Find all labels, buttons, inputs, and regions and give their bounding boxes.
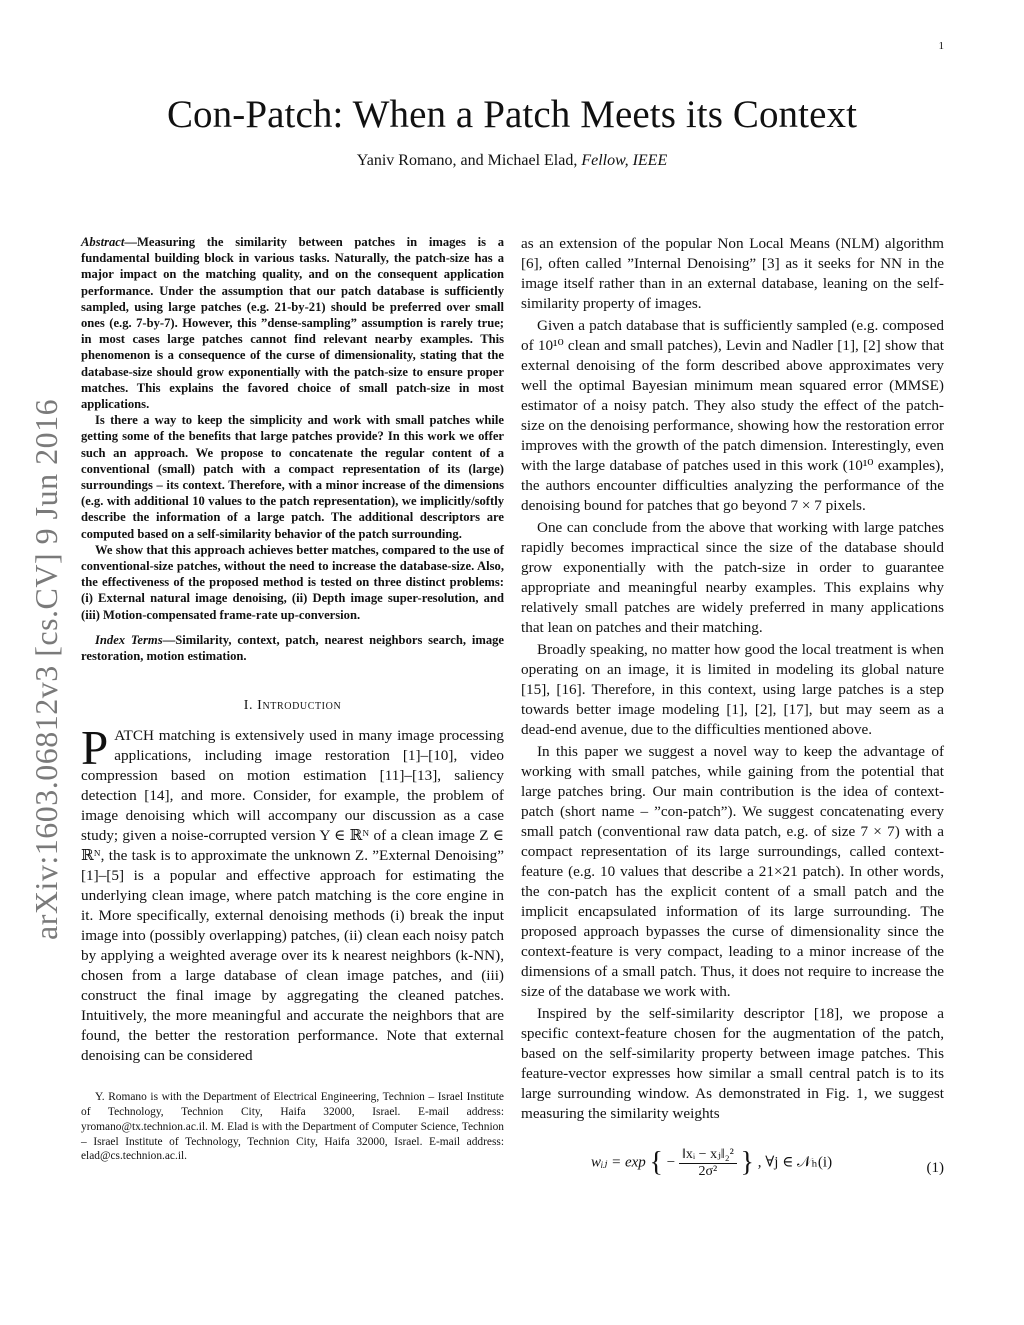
- minus-sign: −: [666, 1154, 676, 1171]
- equation-denominator: 2σ²: [698, 1164, 718, 1179]
- equation-numerator: ‖xᵢ − xⱼ‖₂²: [679, 1146, 737, 1164]
- right-column-body: [521, 234, 944, 1124]
- abstract-paragraph-1: [81, 234, 504, 412]
- author-names: Yaniv Romano, and Michael Elad,: [356, 152, 578, 169]
- equation-lhs: wᵢⱼ = exp: [591, 1154, 646, 1171]
- right-paragraph-5: In this paper we suggest a novel way to keep the advantage of working with small patches, while gaining from the potential that large patches bring. Our main contribution is the idea of context-patch (short name – ”con-patch”). We suggest concatenating every small patch (conventional raw data patch, e.g. of size 7 × 7) with a compact representation of its large surroundings, called context-feature (e.g. 10 values that describe a 21×21 patch). In other words, the con-patch has the explicit content of a small patch and the implicit encapsulated information of its large surrounding. The proposed approach bypasses the curse of dimensionality since the context-feature is very compact, leading to a minor increase of the dimensions of a small patch. Thus, it does not require to increase the size of the database we work with.: [521, 743, 944, 1000]
- paper-title: Con-Patch: When a Patch Meets its Context: [166, 93, 858, 136]
- author-footnote: Y. Romano is with the Department of Electrical Engineering, Technion – Israel Institute of Technology, Technion City, Haifa 32000, Israel. E-mail address: yromano@tx.technion.ac.il. M. Elad is with the Department of Computer Science, Technion – Israel Institute of Technology, Technion City, Haifa 32000, Israel. E-mail address: elad@cs.technion.ac.il.: [81, 1091, 504, 1163]
- left-column: [81, 234, 504, 1164]
- author-fellow: Fellow, IEEE: [581, 152, 668, 169]
- introduction-body: [81, 720, 504, 1066]
- introduction-paragraph: [81, 720, 504, 1066]
- right-column: [521, 234, 944, 1192]
- section-heading-introduction: I. Introduction: [243, 698, 342, 714]
- arxiv-stamp: arXiv:1603.06812v3 [cs.CV] 9 Jun 2016: [28, 398, 64, 940]
- index-terms: [81, 632, 504, 664]
- right-brace: }: [740, 1147, 754, 1178]
- equation-condition: , ∀j ∈ 𝒩ₕ(i): [757, 1154, 833, 1171]
- index-terms-text: —Similarity, context, patch, nearest neighbors search, image restoration, motion estimation.: [81, 632, 504, 664]
- left-brace: {: [649, 1147, 663, 1178]
- abstract-paragraph-2: Is there a way to keep the simplicity and work with small patches while getting some of the benefits that large patches provide? In this work we offer such an approach. We propose to concatenate the regular content of a conventional (small) patch with a compact representation of its (large) surroundings – its context. Therefore, with a minor increase of the dimensions (e.g. with additional 10 values to the patch representation), we implicitly/softly describe the information of a large patch. The additional descriptors are computed based on a self-similarity behavior of the patch surrounding.: [81, 413, 504, 541]
- authors: [0, 152, 1024, 170]
- equation-1: [521, 1142, 944, 1192]
- equation-number: (1): [926, 1160, 944, 1176]
- right-paragraph-3: One can conclude from the above that working with large patches rapidly becomes impractical since the size of the database should grow exponentially with the patch-size in order to guarantee appropriate and meaningful nearby examples. This explains why relatively small patches are widely preferred in many applications that lean on patches and their matching.: [521, 519, 944, 636]
- equation-fraction: [679, 1146, 737, 1180]
- equation-body: [591, 1146, 832, 1180]
- right-paragraph-2: Given a patch database that is sufficiently sampled (e.g. composed of 10¹⁰ clean and small patches), Levin and Nadler [1], [2] show that external denoising of the form described above approximates very well the optimal Bayesian minimum mean squared error (MMSE) estimator of a noisy patch. They also study the effect of the patch-size on the denoising performance, showing how the restoration error improves with the growth of the patch dimension. Interestingly, even with the large database of patches used in this work (10¹⁰ examples), the authors encounter difficulties analyzing the performance of the denoising bound for patches that go beyond 7 × 7 pixels.: [521, 317, 944, 514]
- right-paragraph-6: Inspired by the self-similarity descriptor [18], we propose a specific context-feature chosen for the augmentation of the patch, based on the self-similarity property between image patches. This feature-vector expresses how similar a small central patch is to its large surrounding window. As demonstrated in Fig. 1, we suggest measuring the similarity weights: [521, 1005, 944, 1122]
- index-terms-lead: Index Terms: [95, 632, 163, 647]
- abstract: [81, 234, 504, 623]
- abstract-lead: Abstract: [81, 235, 125, 249]
- right-paragraph-4: Broadly speaking, no matter how good the local treatment is when operating on an image, it is limited in modeling its global nature [15], [16]. Therefore, in this context, using large patches is a step towards better image modeling [1], [2], [17], but may seem as a dead-end avenue, due to the difficulties mentioned above.: [521, 641, 944, 738]
- introduction-text: ATCH matching is extensively used in many image processing applications, including image restoration [1]–[10], video compression based on motion estimation [11]–[13], saliency detection [14], and more. Consider, for example, the problem of image denoising which will accompany our discussion as a case study; given a noise-corrupted version Y ∈ ℝᴺ of a clean image Z ∈ ℝᴺ, the task is to approximate the unknown Z. ”External Denoising” [1]–[5] is a popular and effective approach for estimating the underlying clean image, where patch matching is the core engine in it. More specifically, external denoising methods (i) break the input image into (possibly overlapping) patches, (ii) clean each noisy patch by applying a weighted average over its k nearest neighbors (k-NN), chosen from a large database of clean image patches, and (iii) construct the final image by aggregating the cleaned patches. Intuitively, the more meaningful and accurate the neighbors that are found, the better the restoration performance. Note that external denoising can be considered: [81, 727, 504, 1065]
- page-number: 1: [938, 40, 944, 52]
- abstract-p1-text: —Measuring the similarity between patches in images is a fundamental building block in various tasks. Naturally, the patch-size has a major impact on the matching quality, and on the consequent application performance. Under the assumption that our patch database is sufficiently sampled, using large patches (e.g. 21-by-21) should be preferred over small ones (e.g. 7-by-7). However, this ”dense-sampling” assumption is rarely true; in most cases large patches cannot find relevant nearby examples. This phenomenon is a consequence of the curse of dimensionality, stating that the database-size should grow exponentially with the patch-size to ensure proper matches. This explains the favored choice of small patch-size in most applications.: [81, 235, 504, 412]
- right-paragraph-1: as an extension of the popular Non Local Means (NLM) algorithm [6], often called ”Internal Denoising” [3] as it seeks for NN in the image itself rather than in an external database, leaning on the self-similarity property of images.: [521, 235, 944, 312]
- abstract-paragraph-3: We show that this approach achieves better matches, compared to the use of conventional-size patches, without the need to increase the database-size. Also, the effectiveness of the proposed method is tested on three distinct problems: (i) External natural image denoising, (ii) Depth image super-resolution, and (iii) Motion-compensated frame-rate up-conversion.: [81, 542, 504, 622]
- dropcap: P: [81, 720, 109, 776]
